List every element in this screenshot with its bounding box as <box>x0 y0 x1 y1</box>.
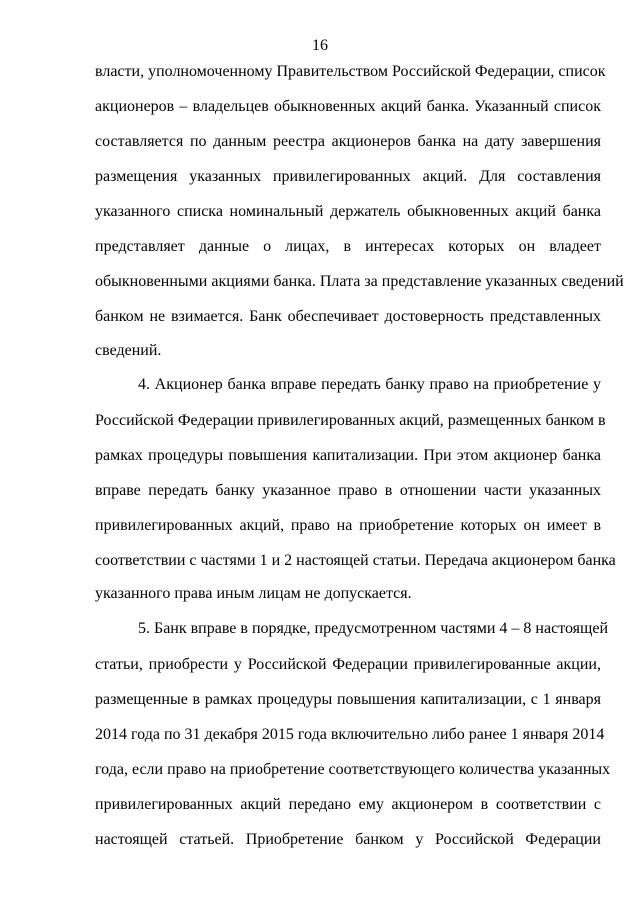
text-line: настоящей статьей. Приобретение банком у Российской Федерации <box>95 831 601 848</box>
text-line: банком не взимается. Банк обеспечивает достоверность представленных <box>95 308 601 325</box>
page-number: 16 <box>312 37 328 54</box>
text-line: власти, уполномоченному Правительством Российской Федерации, список <box>95 63 606 80</box>
text-line: представляет данные о лицах, в интересах которых он владеет <box>95 238 601 255</box>
text-line: сведений. <box>95 342 162 359</box>
text-line: соответствии с частями 1 и 2 настоящей статьи. Передача акционером банка <box>95 552 616 569</box>
text-line: привилегированных акций передано ему акционером в соответствии с <box>95 796 601 813</box>
text-line: 5. Банк вправе в порядке, предусмотренном частями 4 – 8 настоящей <box>138 620 609 637</box>
text-line: рамках процедуры повышения капитализации. При этом акционер банка <box>95 447 601 464</box>
text-line: обыкновенными акциями банка. Плата за представление указанных сведений <box>95 273 624 290</box>
text-line: года, если право на приобретение соответствующего количества указанных <box>95 761 611 778</box>
text-line: размещенные в рамках процедуры повышения капитализации, с 1 января <box>95 691 601 708</box>
text-line: акционеров – владельцев обыкновенных акций банка. Указанный список <box>95 98 601 115</box>
text-line: указанного списка номинальный держатель обыкновенных акций банка <box>95 203 601 220</box>
text-line: статьи, приобрести у Российской Федерации привилегированные акции, <box>95 656 601 673</box>
text-line: вправе передать банку указанное право в отношении части указанных <box>95 482 601 499</box>
text-line: 2014 года по 31 декабря 2015 года включительно либо ранее 1 января 2014 <box>95 726 605 743</box>
text-line: 4. Акционер банка вправе передать банку право на приобретение у <box>138 376 601 393</box>
text-line: Российской Федерации привилегированных акций, размещенных банком в <box>95 412 606 429</box>
text-line: привилегированных акций, право на приобретение которых он имеет в <box>95 517 601 534</box>
text-line: составляется по данным реестра акционеров банка на дату завершения <box>95 133 601 150</box>
text-line: размещения указанных привилегированных акций. Для составления <box>95 168 601 185</box>
text-line: указанного права иным лицам не допускается. <box>95 585 412 602</box>
